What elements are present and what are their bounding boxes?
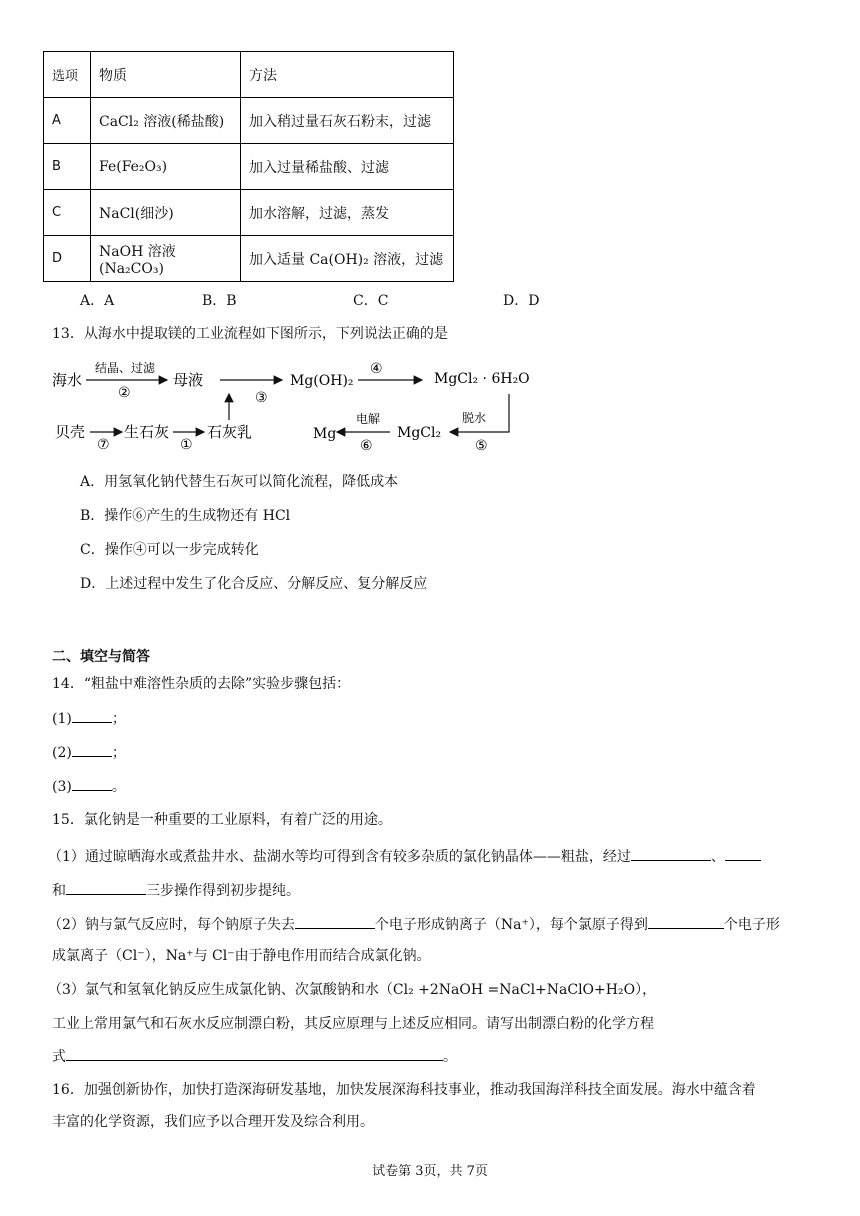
flow-shell: 贝壳 [55, 423, 86, 441]
table-header-substance: 物质 [91, 52, 241, 98]
q15-part3-line1: （3）氯气和氢氧化钠反应生成氯化钠、次氯酸钠和水（Cl₂ +2NaOH =NaCl+NaClO+H₂O）， [48, 982, 657, 998]
options-table [43, 51, 454, 282]
q15-blank-5[interactable] [648, 913, 724, 929]
q15-part1-line1 [48, 845, 761, 866]
table-cell-substance: NaOH 溶液(Na₂CO₃) [91, 236, 241, 282]
q15-blank-4[interactable] [295, 913, 375, 929]
q15-part1-text-c: 三步操作得到初步提纯。 [146, 883, 300, 899]
flow-step-4: ④ [370, 361, 383, 377]
q15-part2-text-a: （2）钠与氯气反应时，每个钠原子失去 [48, 917, 295, 933]
flow-step-5: ⑤ [475, 438, 488, 454]
q15-blank-2[interactable] [725, 845, 761, 861]
flow-quicklime: 生石灰 [124, 423, 170, 441]
q15-part2-line2: 成氯离子（Cl⁻），Na⁺与 Cl⁻由于静电作用而结合成氯化钠。 [52, 948, 431, 964]
table-row [44, 190, 454, 236]
q13-option-b[interactable]: B．操作⑥产生的生成物还有 HCl [80, 508, 291, 524]
q15-part2-text-c: 个电子形 [723, 917, 780, 933]
flow-mgoh2: Mg(OH)₂ [290, 373, 354, 389]
q15-part2-text-b: 个电子形成钠离子（Na⁺），每个氯原子得到 [374, 917, 648, 933]
table-cell-method: 加水溶解，过滤，蒸发 [241, 190, 454, 236]
q15-part1-text-b: 和 [52, 883, 66, 899]
q15-blank-1[interactable] [631, 845, 711, 861]
flow-mg: Mg [313, 426, 337, 442]
q16-line-1: 16．加强创新协作，加快打造深海研发基地，加快发展深海科技事业，推动我国海洋科技全面发展。海水中蕴含着 [52, 1082, 756, 1098]
table-cell-option: B [44, 144, 91, 190]
q13-stem: 13．从海水中提取镁的工业流程如下图所示，下列说法正确的是 [52, 326, 448, 342]
q13-option-d[interactable]: D．上述过程中发生了化合反应、分解反应、复分解反应 [80, 576, 428, 592]
q15-part3-line2: 工业上常用氯气和石灰水反应制漂白粉，其反应原理与上述反应相同。请写出制漂白粉的化学方程 [52, 1016, 654, 1032]
q14-item-2-suffix: ； [111, 745, 126, 761]
table-cell-method: 加入稍过量石灰石粉末，过滤 [241, 98, 454, 144]
q15-part3-end: 。 [443, 1049, 457, 1065]
flow-step-3: ③ [255, 390, 268, 406]
q16-line-2: 丰富的化学资源，我们应予以合理开发及综合利用。 [52, 1114, 374, 1130]
q14-item-3-suffix: 。 [111, 779, 126, 795]
table-cell-option: A [44, 98, 91, 144]
q15-part3-line3 [52, 1045, 457, 1066]
q14-stem: 14．“粗盐中难溶性杂质的去除”实验步骤包括： [52, 676, 351, 692]
table-header-row [44, 52, 454, 98]
flow-seawater: 海水 [52, 371, 83, 389]
q14-item-2 [52, 741, 126, 762]
magnesium-flow-diagram [40, 350, 540, 460]
table-header-option: 选项 [44, 52, 91, 98]
q14-item-1 [52, 707, 126, 728]
q15-blank-6[interactable] [66, 1045, 443, 1061]
table-cell-substance: CaCl₂ 溶液(稀盐酸) [91, 98, 241, 144]
q14-blank-2[interactable] [72, 741, 112, 757]
q12-choice-d[interactable]: D．D [503, 293, 540, 309]
table-cell-option: C [44, 190, 91, 236]
q12-choice-c[interactable]: C．C [353, 293, 389, 309]
flow-step-2: ② [118, 385, 131, 401]
flow-label-electrolysis: 电解 [356, 412, 381, 426]
q15-part1-line2 [52, 879, 300, 900]
q15-stem: 15．氯化钠是一种重要的工业原料，有着广泛的用途。 [52, 812, 392, 828]
page-footer: 试卷第 3页，共 7页 [372, 1164, 488, 1179]
table-row [44, 236, 454, 282]
flow-step-7: ⑦ [97, 437, 110, 453]
q13-option-c[interactable]: C．操作④可以一步完成转化 [80, 542, 259, 558]
table-cell-substance: NaCl(细沙) [91, 190, 241, 236]
section-2-title: 二、填空与简答 [52, 649, 150, 665]
flow-step-6: ⑥ [360, 438, 373, 454]
q15-part2-line1 [48, 913, 780, 934]
q15-part1-text-a: （1）通过晾晒海水或煮盐井水、盐湖水等均可得到含有较多杂质的氯化钠晶体——粗盐，经过 [48, 849, 631, 865]
q14-item-3-prefix: (3) [52, 779, 72, 795]
table-cell-substance: Fe(Fe₂O₃) [91, 144, 241, 190]
flow-mgcl2-6h2o: MgCl₂ · 6H₂O [434, 371, 530, 387]
q15-part3-text-c: 式 [52, 1049, 66, 1065]
table-row [44, 98, 454, 144]
q14-item-1-prefix: (1) [52, 711, 72, 727]
flow-step-1: ① [180, 437, 193, 453]
q14-item-2-prefix: (2) [52, 745, 72, 761]
q14-item-3 [52, 775, 126, 796]
table-row [44, 144, 454, 190]
table-cell-method: 加入过量稀盐酸、过滤 [241, 144, 454, 190]
q14-blank-1[interactable] [72, 707, 112, 723]
flow-limewater: 石灰乳 [207, 423, 253, 441]
q15-blank-3[interactable] [66, 879, 146, 895]
q14-blank-3[interactable] [72, 775, 112, 791]
q13-option-a[interactable]: A．用氢氧化钠代替生石灰可以简化流程，降低成本 [80, 474, 399, 490]
q12-choice-a[interactable]: A．A [80, 293, 115, 309]
table-cell-option: D [44, 236, 91, 282]
q12-choice-b[interactable]: B．B [202, 293, 237, 309]
q15-part1-sep: 、 [710, 849, 725, 865]
table-header-method: 方法 [241, 52, 454, 98]
table-cell-method: 加入适量 Ca(OH)₂ 溶液，过滤 [241, 236, 454, 282]
flow-mgcl2: MgCl₂ [397, 425, 442, 441]
q14-item-1-suffix: ； [111, 711, 126, 727]
flow-connector-right [482, 394, 509, 432]
flow-label-dehydrate: 脱水 [462, 411, 487, 425]
flow-mother-liquor: 母液 [173, 371, 204, 389]
flow-label-crystallize: 结晶、过滤 [95, 361, 156, 375]
